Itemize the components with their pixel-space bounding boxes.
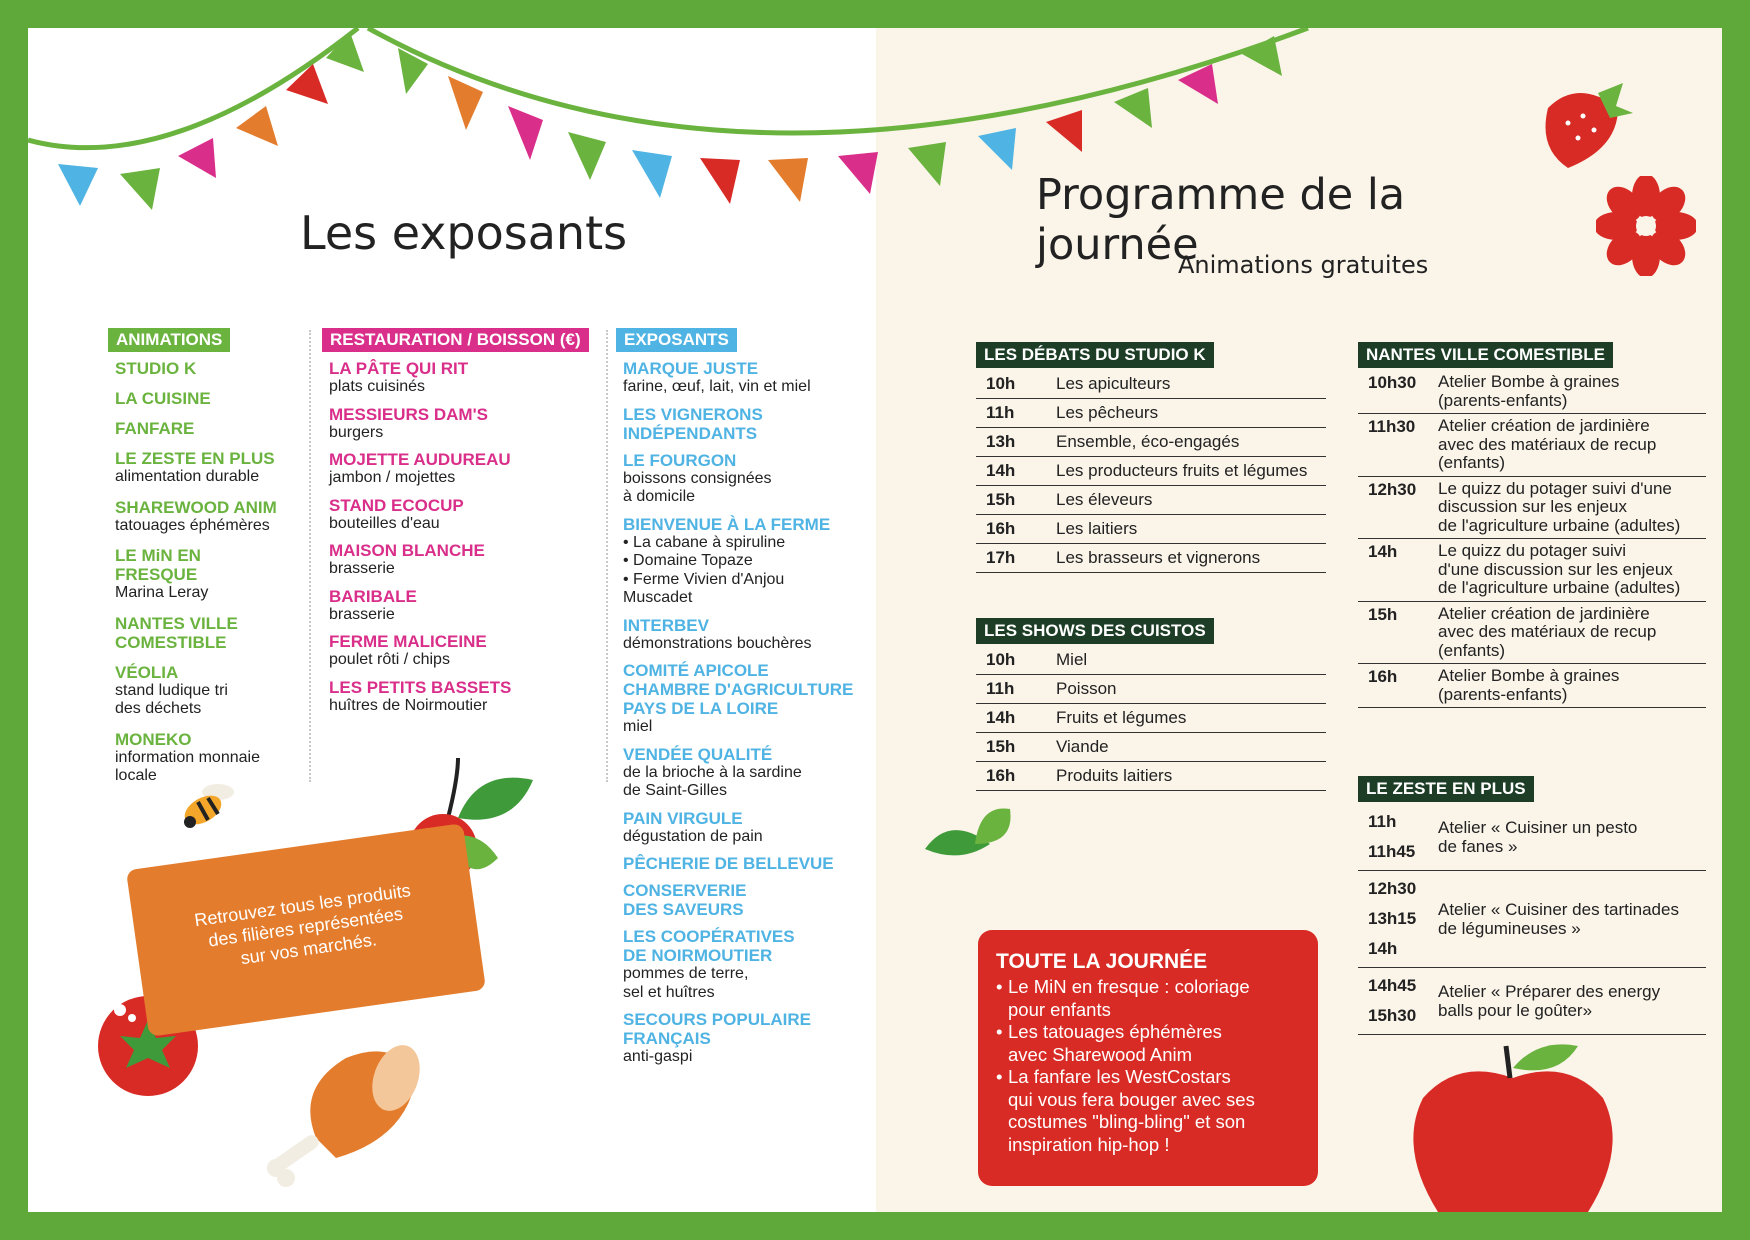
exhibitor-desc: bouteilles d'eau <box>329 514 440 532</box>
exhibitor-entry <box>322 541 584 579</box>
exhibitor-desc: jambon / mojettes <box>329 469 456 486</box>
exhibitor-name: SECOURS POPULAIRE FRANÇAIS <box>623 1010 811 1048</box>
ham-icon <box>256 1028 436 1188</box>
exhibitor-name: INTERBEV <box>623 615 709 635</box>
schedule-row <box>976 762 1326 791</box>
zeste-tag: LE ZESTE EN PLUS <box>1358 776 1534 802</box>
exhibitor-name: FANFARE <box>115 419 195 438</box>
schedule-activity: Atelier Bombe à graines (parents-enfants) <box>1438 372 1620 410</box>
exhibitor-desc: Marina Leray <box>115 584 209 601</box>
schedule-time: 13h15 <box>1368 909 1417 928</box>
exhibitor-name: MESSIEURS DAM'S <box>329 404 488 424</box>
nantes-schedule <box>1358 342 1706 708</box>
exhibitor-entry <box>322 359 584 397</box>
exhibitor-entry <box>322 678 584 716</box>
debats-tag: LES DÉBATS DU STUDIO K <box>976 342 1214 368</box>
schedule-activity: Atelier « Cuisiner des tartinades de légumineuses » <box>1438 900 1679 938</box>
exhibitor-name: STUDIO K <box>115 359 197 378</box>
exhibitor-name: LES COOPÉRATIVES DE NOIRMOUTIER <box>623 927 795 965</box>
schedule-time: 11h <box>986 403 1015 422</box>
schedule-time: 11h30 <box>1368 417 1416 436</box>
schedule-times <box>1368 971 1438 1031</box>
exhibitor-name: COMITÉ APICOLE CHAMBRE D'AGRICULTURE PAYS DE LA LOIRE <box>623 661 854 718</box>
exhibitor-desc: brasserie <box>329 605 395 623</box>
exhibitor-entry <box>616 515 876 608</box>
exhibitor-entry <box>108 730 286 786</box>
schedule-time: 14h <box>986 461 1016 480</box>
zeste-schedule <box>1358 776 1706 1035</box>
exhibitor-entry <box>616 927 876 1002</box>
toute-la-journee-box <box>978 930 1318 1186</box>
exhibitor-name: LES PETITS BASSETS <box>329 677 512 697</box>
column-divider <box>309 330 311 782</box>
schedule-activity: Produits laitiers <box>1056 766 1173 785</box>
schedule-activity: Les laitiers <box>1056 519 1138 538</box>
animations-column <box>108 328 286 797</box>
exhibitor-name: MOJETTE AUDUREAU <box>329 450 511 469</box>
exhibitor-desc: plats cuisinés <box>329 378 426 395</box>
restauration-tag: RESTAURATION / BOISSON (€) <box>322 328 589 352</box>
exhibitor-desc: miel <box>623 718 653 735</box>
schedule-time: 16h <box>1368 667 1398 686</box>
schedule-row <box>1358 539 1706 602</box>
exhibitor-entry <box>616 745 876 801</box>
schedule-row <box>1358 871 1706 968</box>
shows-schedule <box>976 618 1326 791</box>
schedule-times <box>1368 807 1438 867</box>
apple-icon <box>1398 1038 1628 1212</box>
exhibitor-name: BIENVENUE À LA FERME <box>623 514 831 534</box>
schedule-row <box>976 370 1326 399</box>
exhibitor-desc: information monnaie locale <box>115 748 260 784</box>
schedule-row <box>976 457 1326 486</box>
schedule-row <box>976 675 1326 704</box>
exhibitor-desc: de la brioche à la sardine de Saint-Gilles <box>623 763 802 799</box>
exhibitor-entry <box>108 419 286 438</box>
exposants-title: Les exposants <box>300 206 628 260</box>
exhibitor-desc: poulet rôti / chips <box>329 651 450 668</box>
schedule-time: 13h <box>986 432 1016 451</box>
exhibitor-desc: huîtres de Noirmoutier <box>329 696 488 714</box>
schedule-time: 16h <box>986 766 1016 785</box>
exhibitor-desc: farine, œuf, lait, vin et miel <box>623 378 811 395</box>
schedule-row <box>976 486 1326 515</box>
exhibitor-name: LE ZESTE EN PLUS <box>115 449 275 468</box>
restauration-column <box>322 328 584 723</box>
exhibitor-entry <box>322 405 584 443</box>
exhibitor-name: LE FOURGON <box>623 450 737 470</box>
schedule-row <box>1358 804 1706 871</box>
toute-la-journee-list <box>996 976 1300 1156</box>
programme-title: Programme de la journée <box>1036 170 1406 270</box>
exhibitor-name: FERME MALICEINE <box>329 632 487 651</box>
exhibitor-name: PÊCHERIE DE BELLEVUE <box>623 854 834 873</box>
exhibitor-entry <box>322 587 584 625</box>
schedule-row <box>976 515 1326 544</box>
exhibitor-name: STAND ECOCUP <box>329 495 464 515</box>
exhibitor-name: MAISON BLANCHE <box>329 541 485 560</box>
exhibitor-entry <box>616 616 876 654</box>
toute-item: • Le MiN en fresque : coloriage pour enfants <box>996 976 1300 1021</box>
schedule-time: 14h <box>1368 542 1398 561</box>
programme-subtitle: Animations gratuites <box>1178 251 1429 279</box>
exhibitor-name: NANTES VILLE COMESTIBLE <box>115 613 238 652</box>
schedule-times <box>1368 874 1438 964</box>
exhibitor-entry <box>108 389 286 408</box>
exhibitor-entry <box>616 405 876 443</box>
red-flower-icon <box>1596 176 1696 276</box>
schedule-activity: Le quizz du potager suivi d'une discussion sur les enjeux de l'agriculture urbaine (adultes) <box>1438 478 1681 535</box>
exhibitor-name: SHAREWOOD ANIM <box>115 497 277 517</box>
exhibitor-desc: dégustation de pain <box>623 827 763 845</box>
leaflet-spread <box>28 28 1722 1212</box>
schedule-row <box>1358 477 1706 540</box>
animations-tag: ANIMATIONS <box>108 328 230 352</box>
exhibitor-desc: anti-gaspi <box>623 1048 693 1065</box>
leaves-icon <box>920 804 1020 864</box>
column-divider <box>606 330 608 782</box>
schedule-row <box>976 646 1326 675</box>
schedule-row <box>1358 602 1706 665</box>
products-card-text: Retrouvez tous les produits des filières représentées sur vos marchés. <box>193 880 412 969</box>
exhibitor-desc: brasserie <box>329 560 395 577</box>
schedule-activity: Les pêcheurs <box>1056 403 1159 422</box>
schedule-activity: Atelier « Cuisiner un pesto de fanes » <box>1438 818 1638 856</box>
exhibitor-entry <box>616 881 876 919</box>
schedule-time: 10h <box>986 374 1016 393</box>
schedule-row <box>1358 968 1706 1035</box>
exhibitor-name: LES VIGNERONS INDÉPENDANTS <box>623 404 763 443</box>
schedule-activity: Fruits et légumes <box>1056 708 1187 727</box>
exhibitor-desc: stand ludique tri des déchets <box>115 681 228 717</box>
exhibitor-desc: alimentation durable <box>115 468 260 485</box>
exhibitor-desc: pommes de terre, sel et huîtres <box>623 965 749 1001</box>
exhibitor-desc: boissons consignées à domicile <box>623 469 772 505</box>
exhibitor-desc: burgers <box>329 423 384 441</box>
exhibitor-entry <box>616 809 876 847</box>
exhibitor-name: BARIBALE <box>329 586 417 606</box>
schedule-row <box>976 399 1326 428</box>
exhibitor-name: PAIN VIRGULE <box>623 808 743 828</box>
exhibitor-entry <box>108 663 286 719</box>
schedule-activity: Atelier Bombe à graines (parents-enfants) <box>1438 666 1620 704</box>
schedule-time: 12h30 <box>1368 479 1417 499</box>
shows-tag: LES SHOWS DES CUISTOS <box>976 618 1214 644</box>
exhibitor-entry <box>322 450 584 488</box>
schedule-activity: Ensemble, éco-engagés <box>1056 432 1240 451</box>
toute-item: • Les tatouages éphémères avec Sharewood Anim <box>996 1021 1300 1066</box>
toute-la-journee-title: TOUTE LA JOURNÉE <box>996 950 1208 973</box>
exhibitor-name: MARQUE JUSTE <box>623 359 759 378</box>
schedule-activity: Les éleveurs <box>1056 490 1153 509</box>
exhibitor-entry <box>108 359 286 378</box>
schedule-activity: Les brasseurs et vignerons <box>1056 548 1261 567</box>
debats-schedule <box>976 342 1326 573</box>
exhibitor-entry <box>616 451 876 507</box>
schedule-time: 12h30 <box>1368 879 1417 898</box>
schedule-time: 11h <box>1368 812 1397 831</box>
schedule-activity: Poisson <box>1056 679 1117 698</box>
exhibitor-name: CONSERVERIE DES SAVEURS <box>623 881 747 919</box>
schedule-activity: Viande <box>1056 737 1109 756</box>
schedule-time: 15h30 <box>1368 1006 1417 1025</box>
exhibitor-entry <box>616 359 876 397</box>
schedule-time: 15h <box>986 737 1016 756</box>
schedule-activity: Miel <box>1056 650 1088 669</box>
exhibitor-entry <box>108 546 286 603</box>
exhibitor-entry <box>616 1010 876 1067</box>
schedule-time: 15h <box>1368 604 1398 624</box>
schedule-row <box>1358 414 1706 477</box>
schedule-time: 16h <box>986 519 1016 538</box>
toute-item: • La fanfare les WestCostars qui vous fera bouger avec ses costumes "bling-bling" et son inspiration hip-hop ! <box>996 1066 1300 1156</box>
strawberry-icon <box>1528 68 1638 178</box>
exhibitor-desc: tatouages éphémères <box>115 516 270 534</box>
schedule-activity: Atelier création de jardinière avec des matériaux de recup (enfants) <box>1438 416 1657 472</box>
exhibitor-name: MONEKO <box>115 729 192 749</box>
schedule-time: 14h <box>1368 939 1398 958</box>
schedule-time: 11h <box>986 679 1015 698</box>
schedule-activity: Atelier création de jardinière avec des matériaux de recup (enfants) <box>1438 603 1657 660</box>
exhibitor-entry <box>616 854 876 873</box>
exhibitor-entry <box>322 496 584 534</box>
exhibitor-name: VÉOLIA <box>115 662 179 682</box>
schedule-row <box>976 733 1326 762</box>
schedule-time: 10h <box>986 650 1016 669</box>
schedule-activity: Les apiculteurs <box>1056 374 1171 393</box>
schedule-time: 11h45 <box>1368 842 1416 861</box>
exhibitor-entry <box>108 614 286 652</box>
schedule-time: 15h <box>986 490 1016 509</box>
exhibitor-desc: • La cabane à spiruline • Domaine Topaze • Ferme Vivien d'Anjou Muscadet <box>623 533 786 606</box>
schedule-time: 14h <box>986 708 1016 727</box>
exposants-column <box>616 328 876 1075</box>
nantes-tag: NANTES VILLE COMESTIBLE <box>1358 342 1613 368</box>
schedule-activity: Atelier « Préparer des energy balls pour le goûter» <box>1438 982 1661 1020</box>
exposants-tag: EXPOSANTS <box>616 328 737 352</box>
schedule-row <box>1358 664 1706 708</box>
schedule-row <box>976 428 1326 457</box>
exhibitor-entry <box>108 449 286 487</box>
schedule-time: 10h30 <box>1368 373 1417 392</box>
schedule-activity: Le quizz du potager suivi d'une discussion sur les enjeux de l'agriculture urbaine (adultes) <box>1438 541 1681 597</box>
exhibitor-name: LE MiN EN FRESQUE <box>115 546 201 584</box>
schedule-activity: Les producteurs fruits et légumes <box>1056 461 1308 480</box>
schedule-row <box>976 704 1326 733</box>
exhibitor-entry <box>616 661 876 737</box>
exhibitor-entry <box>108 498 286 536</box>
schedule-row <box>1358 370 1706 414</box>
schedule-time: 14h45 <box>1368 976 1417 995</box>
exhibitor-name: LA CUISINE <box>115 389 211 408</box>
exhibitor-name: VENDÉE QUALITÉ <box>623 744 773 764</box>
exhibitor-name: LA PÂTE QUI RIT <box>329 359 469 378</box>
exhibitor-desc: démonstrations bouchères <box>623 634 812 652</box>
schedule-row <box>976 544 1326 573</box>
schedule-time: 17h <box>986 548 1016 567</box>
exhibitor-entry <box>322 632 584 670</box>
